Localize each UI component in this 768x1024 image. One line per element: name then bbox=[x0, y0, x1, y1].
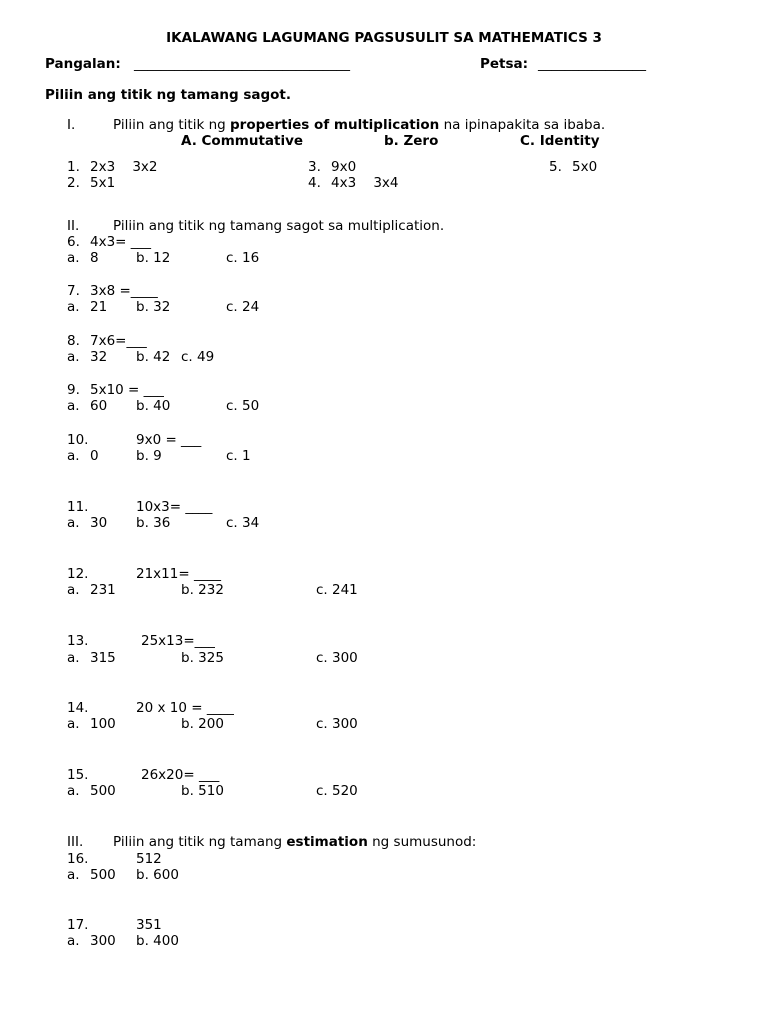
question-text: 21x11= ____ bbox=[136, 566, 221, 582]
question-text: 25x13=___ bbox=[141, 633, 215, 649]
option-value: 30 bbox=[90, 515, 108, 531]
part1-item-3 bbox=[308, 159, 356, 175]
question-8 bbox=[67, 333, 147, 349]
option-letter: a. bbox=[67, 933, 80, 949]
q7-option-c: c. 24 bbox=[226, 299, 260, 315]
general-instruction: Piliin ang titik ng tamang sagot. bbox=[45, 87, 291, 103]
question-text: 10x3= ____ bbox=[136, 499, 213, 515]
q17-option-a bbox=[67, 933, 116, 949]
question-text: 512 bbox=[136, 851, 162, 867]
q15-option-c: c. 520 bbox=[316, 783, 358, 799]
name-blank: ________________________________ bbox=[134, 56, 350, 72]
option-value: 500 bbox=[90, 867, 116, 883]
item-number: 4. bbox=[308, 175, 321, 191]
option-letter: a. bbox=[67, 398, 80, 414]
q8-option-b: b. 42 bbox=[136, 349, 171, 365]
option-letter: a. bbox=[67, 299, 80, 315]
q14-option-b: b. 200 bbox=[181, 716, 224, 732]
option-letter: a. bbox=[67, 783, 80, 799]
q15-option-b: b. 510 bbox=[181, 783, 224, 799]
option-letter: a. bbox=[67, 515, 80, 531]
q12-option-a bbox=[67, 582, 116, 598]
option-value: 0 bbox=[90, 448, 99, 464]
q16-option-b: b. 600 bbox=[136, 867, 179, 883]
part1-item-1 bbox=[67, 159, 158, 175]
item-text: 4x3 3x4 bbox=[331, 175, 399, 191]
part1-item-5 bbox=[549, 159, 597, 175]
item-text: 5x0 bbox=[572, 159, 598, 175]
option-letter: a. bbox=[67, 650, 80, 666]
q17-option-b: b. 400 bbox=[136, 933, 179, 949]
part2-instruction: Piliin ang titik ng tamang sagot sa multiplication. bbox=[113, 218, 445, 234]
part1-choice-a: A. Commutative bbox=[181, 133, 304, 149]
question-9 bbox=[67, 382, 164, 398]
part1-choice-c: C. Identity bbox=[520, 133, 600, 149]
part1-item-4 bbox=[308, 175, 399, 191]
item-number: 2. bbox=[67, 175, 80, 191]
question-10 bbox=[67, 432, 201, 448]
q14-option-a bbox=[67, 716, 116, 732]
question-number: 17. bbox=[67, 917, 89, 933]
item-number: 3. bbox=[308, 159, 321, 175]
q8-option-c: c. 49 bbox=[181, 349, 215, 365]
q11-option-c: c. 34 bbox=[226, 515, 260, 531]
question-text: 4x3= ___ bbox=[90, 234, 152, 250]
option-letter: a. bbox=[67, 349, 80, 365]
part1-text-before: Piliin ang titik ng bbox=[113, 117, 230, 133]
q12-option-c: c. 241 bbox=[316, 582, 358, 598]
question-7 bbox=[67, 283, 158, 299]
question-number: 9. bbox=[67, 382, 80, 398]
option-value: 300 bbox=[90, 933, 116, 949]
question-text: 9x0 = ___ bbox=[136, 432, 202, 448]
question-number: 7. bbox=[67, 283, 80, 299]
question-15 bbox=[67, 767, 219, 783]
item-number: 1. bbox=[67, 159, 80, 175]
q10-option-b: b. 9 bbox=[136, 448, 162, 464]
question-text: 351 bbox=[136, 917, 162, 933]
q13-option-c: c. 300 bbox=[316, 650, 358, 666]
q12-option-b: b. 232 bbox=[181, 582, 224, 598]
question-12 bbox=[67, 566, 221, 582]
q7-option-a bbox=[67, 299, 107, 315]
question-number: 15. bbox=[67, 767, 89, 783]
q13-option-b: b. 325 bbox=[181, 650, 224, 666]
q13-option-a bbox=[67, 650, 116, 666]
question-number: 10. bbox=[67, 432, 89, 448]
question-number: 6. bbox=[67, 234, 80, 250]
q6-option-b: b. 12 bbox=[136, 250, 171, 266]
q6-option-a bbox=[67, 250, 99, 266]
q14-option-c: c. 300 bbox=[316, 716, 358, 732]
q15-option-a bbox=[67, 783, 116, 799]
option-letter: a. bbox=[67, 250, 80, 266]
page-title: IKALAWANG LAGUMANG PAGSUSULIT SA MATHEMATICS 3 bbox=[166, 30, 602, 46]
q9-option-b: b. 40 bbox=[136, 398, 171, 414]
option-letter: a. bbox=[67, 867, 80, 883]
question-number: 8. bbox=[67, 333, 80, 349]
part1-text-after: na ipinapakita sa ibaba. bbox=[439, 117, 606, 133]
part2-numeral: II. bbox=[67, 218, 80, 234]
option-value: 60 bbox=[90, 398, 108, 414]
q11-option-b: b. 36 bbox=[136, 515, 171, 531]
option-value: 231 bbox=[90, 582, 116, 598]
option-value: 100 bbox=[90, 716, 116, 732]
part3-instruction bbox=[113, 834, 476, 850]
q6-option-c: c. 16 bbox=[226, 250, 260, 266]
q9-option-a bbox=[67, 398, 107, 414]
option-value: 500 bbox=[90, 783, 116, 799]
q10-option-a bbox=[67, 448, 99, 464]
question-11 bbox=[67, 499, 212, 515]
option-letter: a. bbox=[67, 716, 80, 732]
question-number: 11. bbox=[67, 499, 89, 515]
question-text: 7x6=___ bbox=[90, 333, 147, 349]
part1-text-bold: properties of multiplication bbox=[230, 117, 440, 133]
question-text: 20 x 10 = ____ bbox=[136, 700, 234, 716]
part1-instruction bbox=[113, 117, 605, 133]
question-text: 26x20= ___ bbox=[141, 767, 220, 783]
option-value: 21 bbox=[90, 299, 108, 315]
part3-text-after: ng sumusunod: bbox=[367, 834, 477, 850]
question-6 bbox=[67, 234, 151, 250]
part3-text-bold: estimation bbox=[286, 834, 368, 850]
q9-option-c: c. 50 bbox=[226, 398, 260, 414]
question-number: 12. bbox=[67, 566, 89, 582]
option-letter: a. bbox=[67, 448, 80, 464]
question-text: 5x10 = ___ bbox=[90, 382, 164, 398]
question-16 bbox=[67, 851, 162, 867]
question-number: 13. bbox=[67, 633, 89, 649]
option-value: 8 bbox=[90, 250, 99, 266]
q16-option-a bbox=[67, 867, 116, 883]
part3-numeral: III. bbox=[67, 834, 84, 850]
option-value: 315 bbox=[90, 650, 116, 666]
q8-option-a bbox=[67, 349, 107, 365]
item-text: 5x1 bbox=[90, 175, 116, 191]
question-text: 3x8 =____ bbox=[90, 283, 158, 299]
part1-numeral: I. bbox=[67, 117, 76, 133]
option-value: 32 bbox=[90, 349, 108, 365]
part1-choice-b: b. Zero bbox=[384, 133, 439, 149]
q11-option-a bbox=[67, 515, 107, 531]
item-text: 9x0 bbox=[331, 159, 357, 175]
item-text: 2x3 3x2 bbox=[90, 159, 158, 175]
name-label: Pangalan: bbox=[45, 56, 121, 72]
question-14 bbox=[67, 700, 234, 716]
q10-option-c: c. 1 bbox=[226, 448, 251, 464]
option-letter: a. bbox=[67, 582, 80, 598]
date-blank: ________________ bbox=[538, 56, 646, 72]
date-label: Petsa: bbox=[480, 56, 529, 72]
question-number: 16. bbox=[67, 851, 89, 867]
question-13 bbox=[67, 633, 215, 649]
part1-item-2 bbox=[67, 175, 115, 191]
question-17 bbox=[67, 917, 162, 933]
question-number: 14. bbox=[67, 700, 89, 716]
part3-text-before: Piliin ang titik ng tamang bbox=[113, 834, 287, 850]
q7-option-b: b. 32 bbox=[136, 299, 171, 315]
item-number: 5. bbox=[549, 159, 562, 175]
